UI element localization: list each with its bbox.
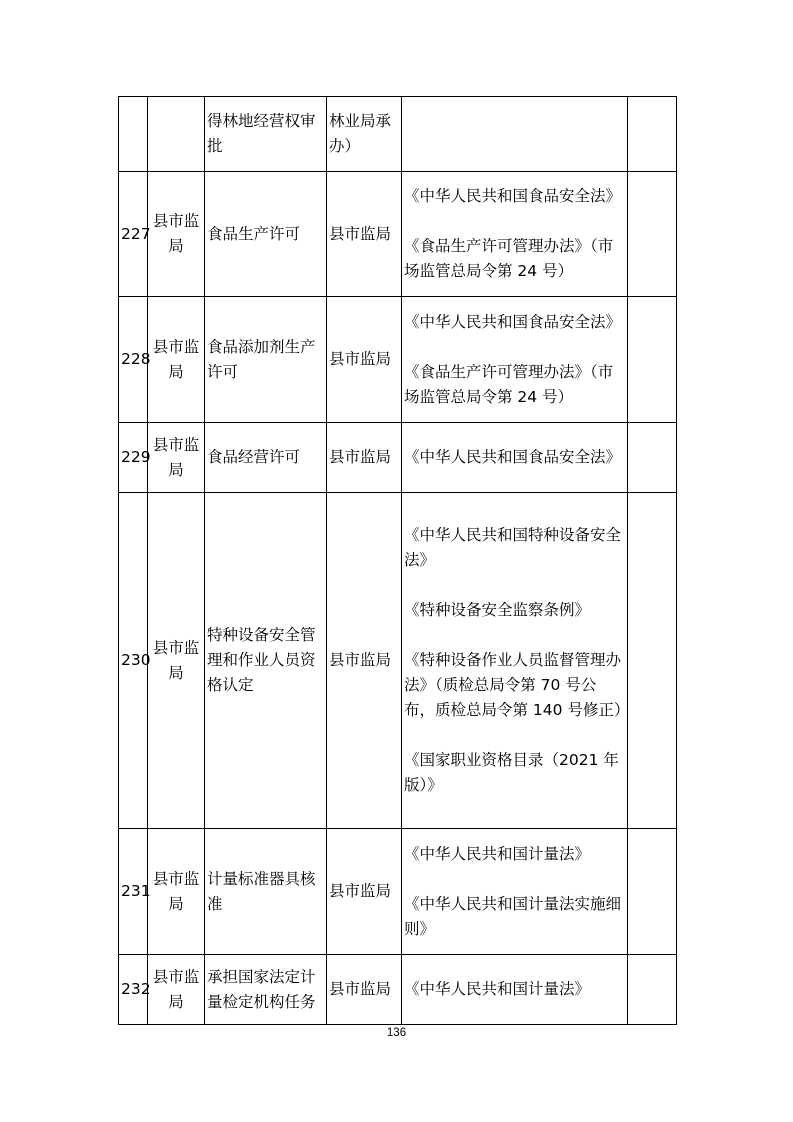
- remarks-cell: [628, 493, 677, 829]
- remarks-cell: [628, 97, 677, 172]
- row-number: [119, 97, 148, 172]
- implementing-unit-cell: 县市监局: [327, 172, 402, 297]
- department-cell: [148, 97, 205, 172]
- legal-basis-entry: 《中华人民共和国特种设备安全法》: [404, 526, 622, 569]
- row-number: 231: [119, 829, 148, 955]
- remarks-cell: [628, 423, 677, 493]
- table-row: [119, 955, 677, 1025]
- implementing-unit-cell: 县市监局: [327, 493, 402, 829]
- table-row: [119, 172, 677, 297]
- table-row: [119, 493, 677, 829]
- legal-basis-entry: 《中华人民共和国计量法》: [404, 980, 591, 998]
- legal-basis-cell: [402, 297, 628, 423]
- implementing-unit-cell: 县市监局: [327, 829, 402, 955]
- item-name-cell: 食品经营许可: [205, 423, 327, 493]
- legal-basis-entry: 《特种设备安全监察条例》: [404, 601, 591, 619]
- legal-basis-cell: [402, 493, 628, 829]
- legal-basis-cell: [402, 172, 628, 297]
- legal-basis-entry: 《食品生产许可管理办法》（市场监管总局令第 24 号）: [404, 237, 614, 280]
- legal-basis-entry: 《中华人民共和国食品安全法》: [404, 448, 622, 466]
- department-cell: 县市监局: [148, 297, 205, 423]
- legal-basis-entry: 《中华人民共和国食品安全法》: [404, 187, 622, 205]
- table-row: [119, 297, 677, 423]
- department-cell: 县市监局: [148, 423, 205, 493]
- department-cell: 县市监局: [148, 172, 205, 297]
- implementing-unit-cell: 县市监局: [327, 423, 402, 493]
- legal-basis-entry: 《国家职业资格目录（2021 年版）》: [404, 751, 619, 794]
- legal-basis-entry: 《中华人民共和国计量法》: [404, 844, 591, 863]
- row-number: 230: [119, 493, 148, 829]
- legal-basis-entry: 《中华人民共和国食品安全法》: [404, 312, 622, 331]
- legal-basis-cell: [402, 423, 628, 493]
- department-cell: 县市监局: [148, 955, 205, 1025]
- item-name-cell: 承担国家法定计量检定机构任务: [205, 955, 327, 1025]
- remarks-cell: [628, 829, 677, 955]
- legal-basis-entry: 《特种设备作业人员监督管理办法》（质检总局令第 70 号公布，质检总局令第 140 号修正）: [404, 651, 630, 719]
- legal-basis-entry: 《中华人民共和国计量法实施细则》: [404, 894, 622, 938]
- table-row: [119, 423, 677, 493]
- legal-basis-cell: [402, 955, 628, 1025]
- item-name-cell: 特种设备安全管理和作业人员资格认定: [205, 493, 327, 829]
- table-row: [119, 97, 677, 172]
- legal-basis-cell: [402, 829, 628, 955]
- remarks-cell: [628, 172, 677, 297]
- remarks-cell: [628, 297, 677, 423]
- row-number: 232: [119, 955, 148, 1025]
- item-name-cell: 食品添加剂生产许可: [205, 297, 327, 423]
- department-cell: 县市监局: [148, 829, 205, 955]
- permits-table: [118, 96, 677, 1025]
- table-row: [119, 829, 677, 955]
- row-number: 228: [119, 297, 148, 423]
- page-number: 136: [386, 1027, 407, 1039]
- remarks-cell: [628, 955, 677, 1025]
- row-number: 229: [119, 423, 148, 493]
- implementing-unit-cell: 县市监局: [327, 297, 402, 423]
- legal-basis-cell: [402, 97, 628, 172]
- implementing-unit-cell: 县市监局: [327, 955, 402, 1025]
- legal-basis-entry: 《食品生产许可管理办法》（市场监管总局令第 24 号）: [404, 362, 614, 406]
- item-name-cell: 得林地经营权审批: [205, 97, 327, 172]
- item-name-cell: 食品生产许可: [205, 172, 327, 297]
- department-cell: 县市监局: [148, 493, 205, 829]
- row-number: 227: [119, 172, 148, 297]
- implementing-unit-cell: 林业局承办）: [327, 97, 402, 172]
- item-name-cell: 计量标准器具核准: [205, 829, 327, 955]
